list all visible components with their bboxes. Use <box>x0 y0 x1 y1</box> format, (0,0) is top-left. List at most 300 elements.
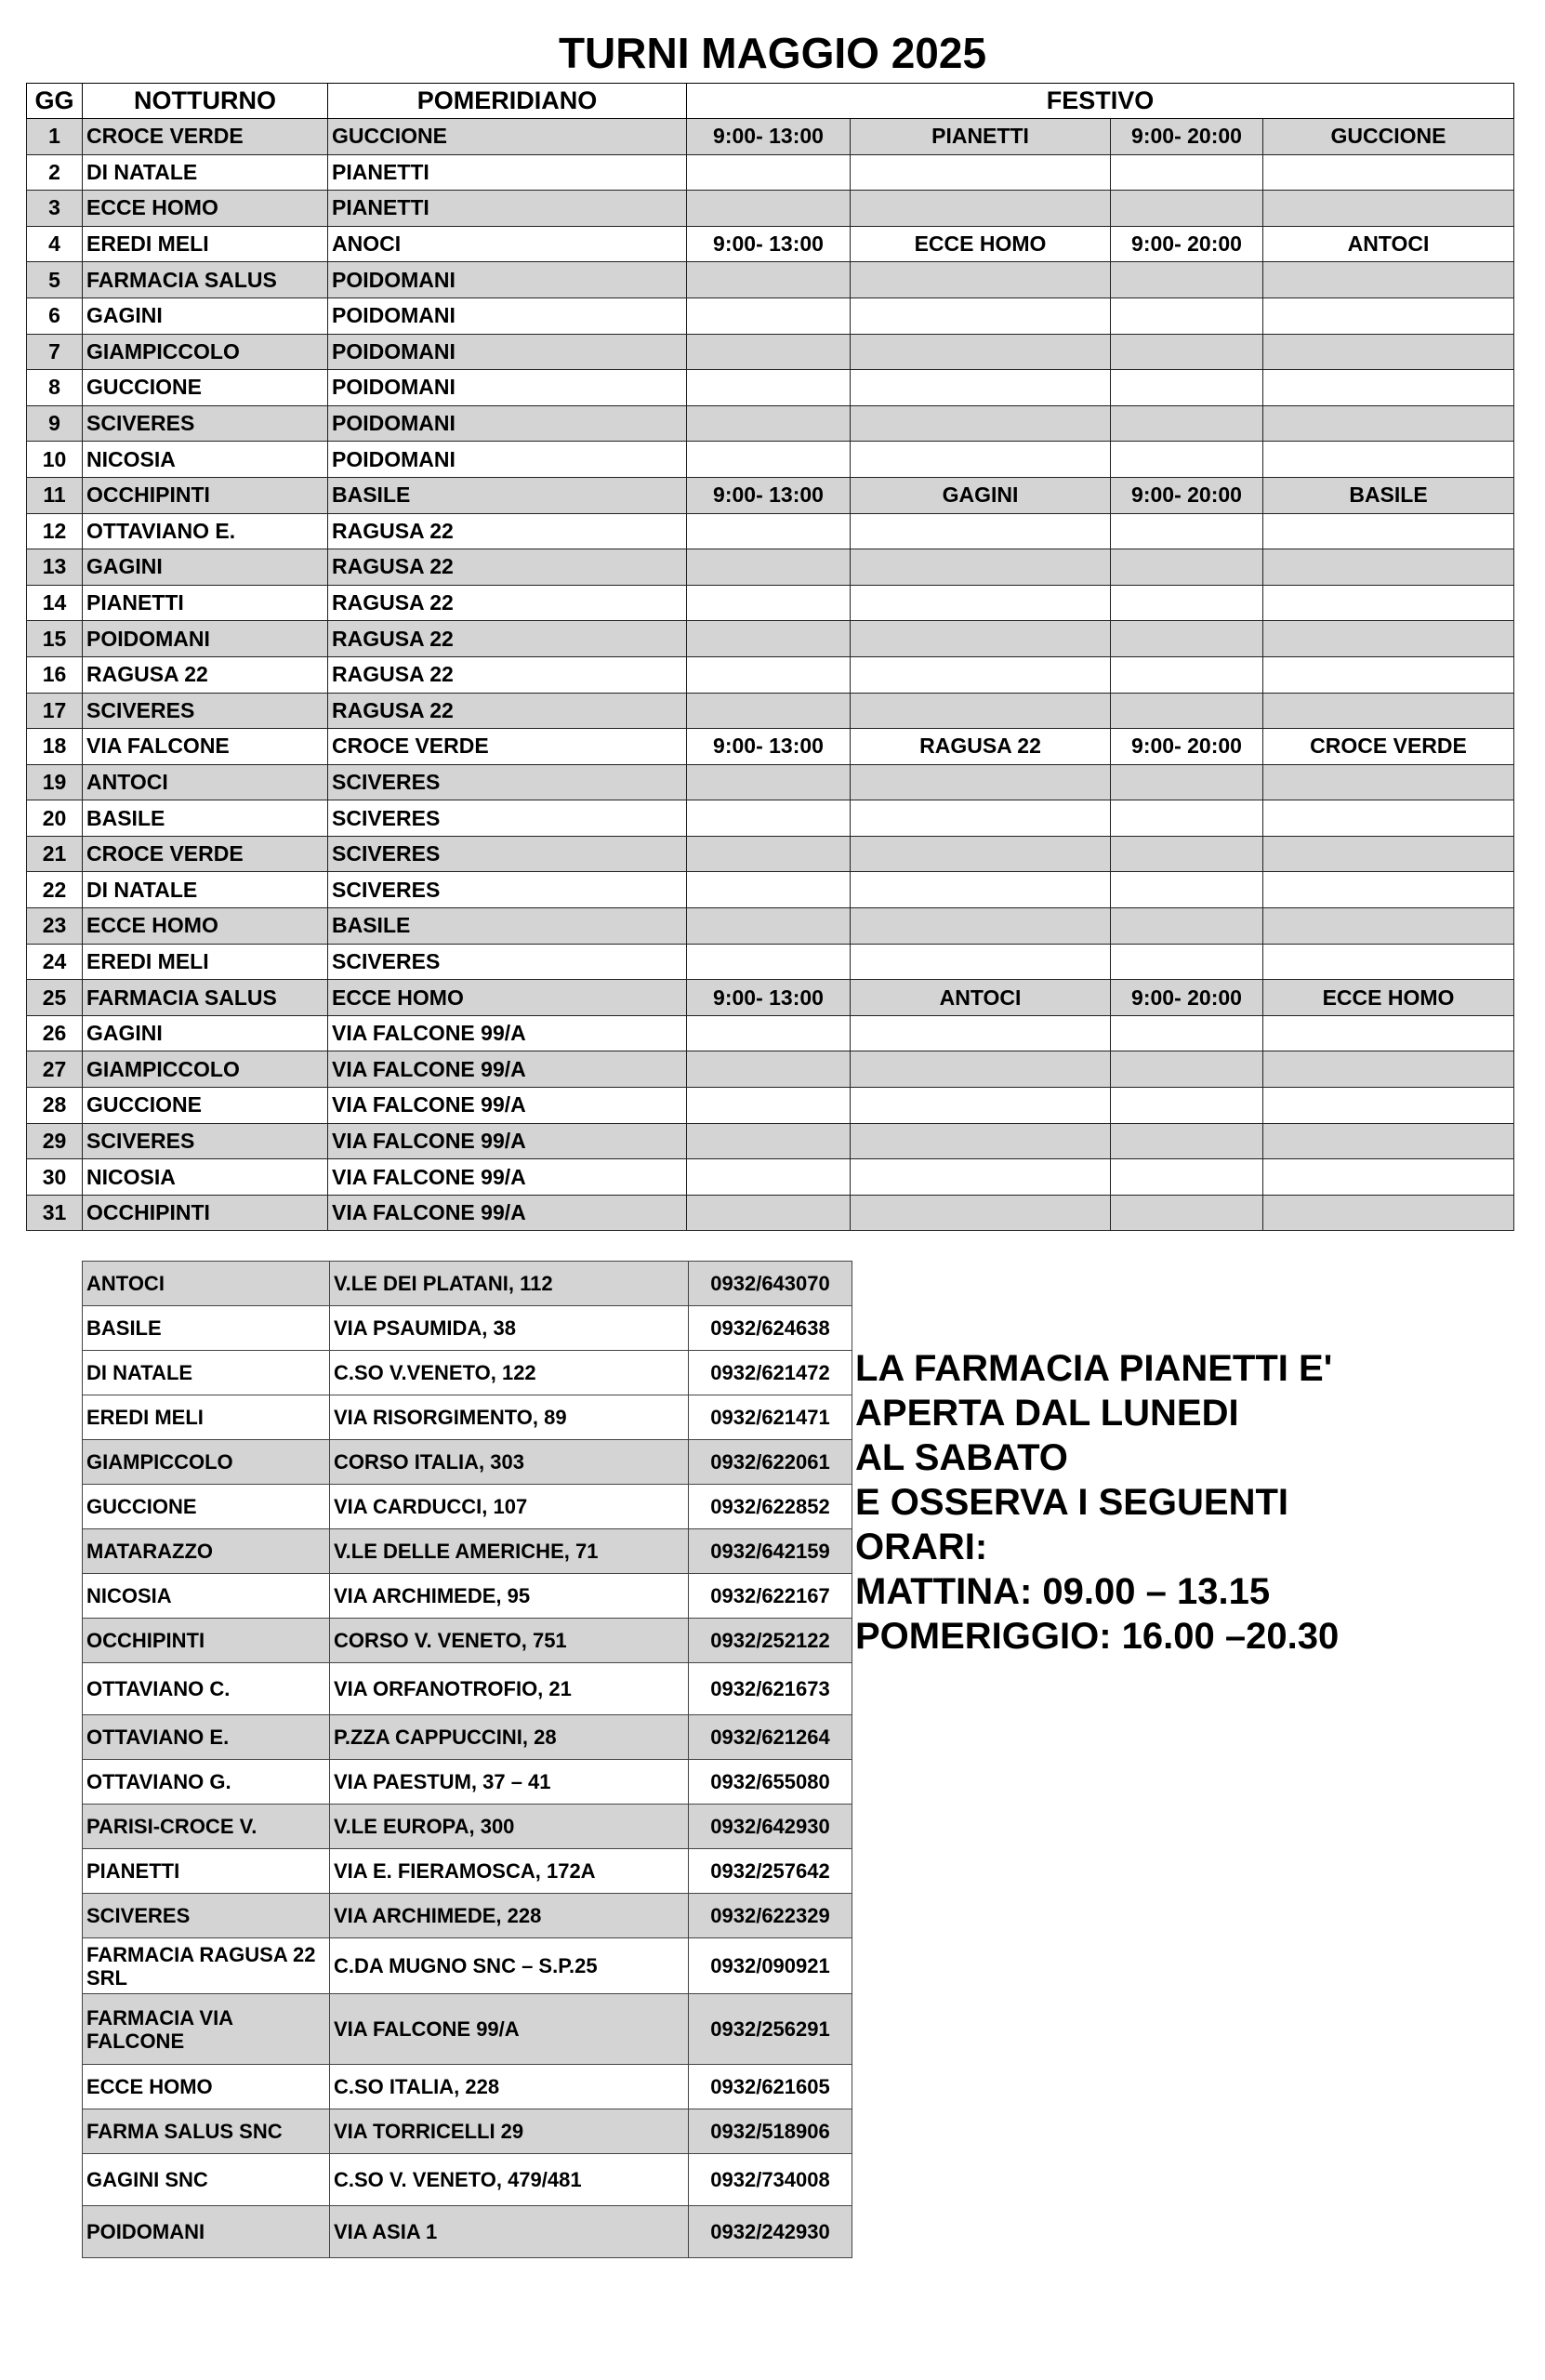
header-festivo: FESTIVO <box>687 84 1514 119</box>
header-notturno: NOTTURNO <box>83 84 328 119</box>
festivo-pharmacy-day <box>1263 693 1514 729</box>
pharmacy-name: OTTAVIANO C. <box>83 1663 330 1715</box>
festivo-pharmacy-day <box>1263 442 1514 478</box>
pomeridiano-cell: VIA FALCONE 99/A <box>328 1123 687 1159</box>
festivo-time-morning <box>687 621 851 657</box>
notturno-cell: CROCE VERDE <box>83 119 328 155</box>
festivo-time-day <box>1111 764 1263 800</box>
notice-line: ORARI: <box>855 1527 988 1567</box>
festivo-pharmacy-day: ANTOCI <box>1263 226 1514 262</box>
festivo-pharmacy-day <box>1263 585 1514 621</box>
table-row <box>27 729 1514 765</box>
pomeridiano-cell: RAGUSA 22 <box>328 513 687 549</box>
pharmacy-name: NICOSIA <box>83 1574 330 1619</box>
day-cell: 30 <box>27 1159 83 1196</box>
festivo-pharmacy-day <box>1263 621 1514 657</box>
pomeridiano-cell: SCIVERES <box>328 872 687 908</box>
pharmacy-name: OTTAVIANO E. <box>83 1715 330 1760</box>
festivo-time-day: 9:00- 20:00 <box>1111 980 1263 1016</box>
pharmacy-name: OTTAVIANO G. <box>83 1760 330 1805</box>
festivo-time-morning: 9:00- 13:00 <box>687 477 851 513</box>
list-item <box>83 1760 852 1805</box>
pharmacy-phone: 0932/622329 <box>689 1894 852 1938</box>
pharmacy-address: VIA ARCHIMEDE, 228 <box>330 1894 689 1938</box>
pomeridiano-cell: RAGUSA 22 <box>328 549 687 586</box>
notturno-cell: NICOSIA <box>83 1159 328 1196</box>
festivo-pharmacy-morning <box>851 1123 1111 1159</box>
notturno-cell: ECCE HOMO <box>83 908 328 945</box>
pharmacy-phone: 0932/643070 <box>689 1262 852 1306</box>
festivo-pharmacy-day <box>1263 334 1514 370</box>
pharmacy-phone: 0932/622852 <box>689 1485 852 1529</box>
notturno-cell: FARMACIA SALUS <box>83 980 328 1016</box>
day-cell: 21 <box>27 836 83 872</box>
pharmacy-phone: 0932/642159 <box>689 1529 852 1574</box>
pomeridiano-cell: CROCE VERDE <box>328 729 687 765</box>
table-row <box>27 298 1514 334</box>
pharmacy-phone: 0932/090921 <box>689 1938 852 1994</box>
festivo-time-morning <box>687 764 851 800</box>
table-row <box>27 1123 1514 1159</box>
day-cell: 27 <box>27 1051 83 1088</box>
notturno-cell: RAGUSA 22 <box>83 656 328 693</box>
pharmacy-address: CORSO V. VENETO, 751 <box>330 1619 689 1663</box>
pharmacy-address: P.ZZA CAPPUCCINI, 28 <box>330 1715 689 1760</box>
festivo-time-day <box>1111 800 1263 837</box>
festivo-pharmacy-morning <box>851 154 1111 191</box>
festivo-pharmacy-morning <box>851 836 1111 872</box>
festivo-pharmacy-day: GUCCIONE <box>1263 119 1514 155</box>
day-cell: 13 <box>27 549 83 586</box>
list-item <box>83 1994 852 2065</box>
list-item <box>83 2065 852 2109</box>
day-cell: 5 <box>27 262 83 298</box>
pomeridiano-cell: VIA FALCONE 99/A <box>328 1195 687 1231</box>
festivo-pharmacy-morning <box>851 908 1111 945</box>
notturno-cell: GIAMPICCOLO <box>83 1051 328 1088</box>
festivo-pharmacy-day: BASILE <box>1263 477 1514 513</box>
notturno-cell: OTTAVIANO E. <box>83 513 328 549</box>
festivo-pharmacy-day <box>1263 836 1514 872</box>
pharmacy-name: ANTOCI <box>83 1262 330 1306</box>
table-row <box>27 944 1514 980</box>
table-row <box>27 872 1514 908</box>
festivo-pharmacy-day <box>1263 944 1514 980</box>
notturno-cell: EREDI MELI <box>83 226 328 262</box>
festivo-time-morning <box>687 585 851 621</box>
festivo-pharmacy-day <box>1263 513 1514 549</box>
list-item <box>83 1395 852 1440</box>
festivo-pharmacy-day <box>1263 405 1514 442</box>
list-item <box>83 1938 852 1994</box>
festivo-pharmacy-morning <box>851 262 1111 298</box>
pharmacy-address: CORSO ITALIA, 303 <box>330 1440 689 1485</box>
pomeridiano-cell: PIANETTI <box>328 191 687 227</box>
festivo-time-morning <box>687 1195 851 1231</box>
notturno-cell: EREDI MELI <box>83 944 328 980</box>
pharmacy-address: C.SO V. VENETO, 479/481 <box>330 2154 689 2206</box>
pharmacy-phone: 0932/518906 <box>689 2109 852 2154</box>
list-item <box>83 1440 852 1485</box>
table-row <box>27 119 1514 155</box>
festivo-time-day: 9:00- 20:00 <box>1111 226 1263 262</box>
festivo-pharmacy-morning: ECCE HOMO <box>851 226 1111 262</box>
table-row <box>27 154 1514 191</box>
pomeridiano-cell: VIA FALCONE 99/A <box>328 1088 687 1124</box>
pomeridiano-cell: VIA FALCONE 99/A <box>328 1015 687 1051</box>
table-row <box>27 908 1514 945</box>
pharmacy-address: VIA RISORGIMENTO, 89 <box>330 1395 689 1440</box>
pharmacy-name: FARMACIA VIA FALCONE <box>83 1994 330 2065</box>
festivo-pharmacy-day <box>1263 800 1514 837</box>
festivo-pharmacy-day <box>1263 1195 1514 1231</box>
festivo-pharmacy-morning <box>851 800 1111 837</box>
festivo-time-morning <box>687 513 851 549</box>
table-row <box>27 585 1514 621</box>
table-row <box>27 370 1514 406</box>
notturno-cell: ANTOCI <box>83 764 328 800</box>
festivo-time-day <box>1111 405 1263 442</box>
notturno-cell: DI NATALE <box>83 872 328 908</box>
pharmacy-address: VIA TORRICELLI 29 <box>330 2109 689 2154</box>
festivo-time-morning <box>687 1159 851 1196</box>
festivo-pharmacy-morning <box>851 944 1111 980</box>
table-row <box>27 442 1514 478</box>
pomeridiano-cell: POIDOMANI <box>328 442 687 478</box>
list-item <box>83 1306 852 1351</box>
turni-header-row <box>27 84 1514 119</box>
day-cell: 23 <box>27 908 83 945</box>
list-item <box>83 1849 852 1894</box>
day-cell: 3 <box>27 191 83 227</box>
table-row <box>27 1051 1514 1088</box>
pomeridiano-cell: RAGUSA 22 <box>328 693 687 729</box>
pharmacy-name: GIAMPICCOLO <box>83 1440 330 1485</box>
festivo-time-day <box>1111 585 1263 621</box>
opening-hours-notice <box>855 1346 1525 1659</box>
pharmacy-name: FARMACIA RAGUSA 22 SRL <box>83 1938 330 1994</box>
festivo-pharmacy-morning: GAGINI <box>851 477 1111 513</box>
table-row <box>27 621 1514 657</box>
festivo-pharmacy-day <box>1263 1051 1514 1088</box>
list-item <box>83 2109 852 2154</box>
festivo-time-day <box>1111 334 1263 370</box>
festivo-time-day <box>1111 908 1263 945</box>
list-item <box>83 1619 852 1663</box>
list-item <box>83 1485 852 1529</box>
festivo-time-morning <box>687 656 851 693</box>
pomeridiano-cell: SCIVERES <box>328 800 687 837</box>
pomeridiano-cell: VIA FALCONE 99/A <box>328 1051 687 1088</box>
festivo-time-day: 9:00- 20:00 <box>1111 477 1263 513</box>
pharmacy-address: VIA FALCONE 99/A <box>330 1994 689 2065</box>
festivo-time-morning: 9:00- 13:00 <box>687 119 851 155</box>
notturno-cell: VIA FALCONE <box>83 729 328 765</box>
table-row <box>27 800 1514 837</box>
notturno-cell: GUCCIONE <box>83 1088 328 1124</box>
notturno-cell: PIANETTI <box>83 585 328 621</box>
festivo-pharmacy-morning: RAGUSA 22 <box>851 729 1111 765</box>
pomeridiano-cell: POIDOMANI <box>328 334 687 370</box>
pomeridiano-cell: ECCE HOMO <box>328 980 687 1016</box>
festivo-pharmacy-morning: PIANETTI <box>851 119 1111 155</box>
pharmacy-address: VIA PSAUMIDA, 38 <box>330 1306 689 1351</box>
list-item <box>83 2154 852 2206</box>
festivo-pharmacy-morning <box>851 191 1111 227</box>
notturno-cell: GAGINI <box>83 549 328 586</box>
notice-line: POMERIGGIO: 16.00 –20.30 <box>855 1616 1340 1657</box>
table-row <box>27 191 1514 227</box>
festivo-time-day <box>1111 836 1263 872</box>
notturno-cell: SCIVERES <box>83 1123 328 1159</box>
day-cell: 16 <box>27 656 83 693</box>
table-row <box>27 334 1514 370</box>
festivo-time-day <box>1111 262 1263 298</box>
festivo-pharmacy-morning <box>851 334 1111 370</box>
festivo-time-morning <box>687 405 851 442</box>
table-row <box>27 693 1514 729</box>
day-cell: 12 <box>27 513 83 549</box>
festivo-pharmacy-day <box>1263 1015 1514 1051</box>
table-row <box>27 226 1514 262</box>
notturno-cell: CROCE VERDE <box>83 836 328 872</box>
festivo-time-day <box>1111 1088 1263 1124</box>
table-row <box>27 405 1514 442</box>
list-item <box>83 2206 852 2258</box>
turni-body <box>27 119 1514 1231</box>
notice-line: E OSSERVA I SEGUENTI <box>855 1482 1289 1523</box>
pharmacy-address: V.LE DEI PLATANI, 112 <box>330 1262 689 1306</box>
table-row <box>27 980 1514 1016</box>
festivo-pharmacy-day <box>1263 872 1514 908</box>
pharmacy-address: V.LE EUROPA, 300 <box>330 1805 689 1849</box>
festivo-pharmacy-morning <box>851 1195 1111 1231</box>
pomeridiano-cell: RAGUSA 22 <box>328 656 687 693</box>
pomeridiano-cell: BASILE <box>328 477 687 513</box>
day-cell: 18 <box>27 729 83 765</box>
pharmacy-address: VIA E. FIERAMOSCA, 172A <box>330 1849 689 1894</box>
pharmacy-name: DI NATALE <box>83 1351 330 1395</box>
pharmacy-name: PIANETTI <box>83 1849 330 1894</box>
notturno-cell: SCIVERES <box>83 693 328 729</box>
festivo-pharmacy-day <box>1263 191 1514 227</box>
day-cell: 7 <box>27 334 83 370</box>
table-row <box>27 1159 1514 1196</box>
festivo-time-morning <box>687 334 851 370</box>
pharmacy-address: C.DA MUGNO SNC – S.P.25 <box>330 1938 689 1994</box>
pharmacy-phone: 0932/642930 <box>689 1805 852 1849</box>
festivo-time-morning <box>687 1088 851 1124</box>
list-item <box>83 1529 852 1574</box>
notturno-cell: GUCCIONE <box>83 370 328 406</box>
notice-line: MATTINA: 09.00 – 13.15 <box>855 1571 1271 1612</box>
festivo-pharmacy-morning <box>851 693 1111 729</box>
pharmacy-phone: 0932/621605 <box>689 2065 852 2109</box>
festivo-pharmacy-morning <box>851 656 1111 693</box>
festivo-pharmacy-day: ECCE HOMO <box>1263 980 1514 1016</box>
pharmacy-name: GUCCIONE <box>83 1485 330 1529</box>
pharmacy-phone: 0932/734008 <box>689 2154 852 2206</box>
pharmacy-name: ECCE HOMO <box>83 2065 330 2109</box>
festivo-time-day: 9:00- 20:00 <box>1111 729 1263 765</box>
contatti-table <box>82 1261 852 2258</box>
day-cell: 26 <box>27 1015 83 1051</box>
pomeridiano-cell: ANOCI <box>328 226 687 262</box>
day-cell: 6 <box>27 298 83 334</box>
list-item <box>83 1663 852 1715</box>
festivo-time-day <box>1111 442 1263 478</box>
pharmacy-phone: 0932/621472 <box>689 1351 852 1395</box>
festivo-time-day <box>1111 944 1263 980</box>
list-item <box>83 1262 852 1306</box>
festivo-pharmacy-day <box>1263 908 1514 945</box>
table-row <box>27 656 1514 693</box>
festivo-time-day <box>1111 621 1263 657</box>
festivo-pharmacy-morning <box>851 370 1111 406</box>
festivo-time-morning <box>687 154 851 191</box>
festivo-time-day: 9:00- 20:00 <box>1111 119 1263 155</box>
pharmacy-phone: 0932/242930 <box>689 2206 852 2258</box>
table-row <box>27 1088 1514 1124</box>
day-cell: 29 <box>27 1123 83 1159</box>
pomeridiano-cell: GUCCIONE <box>328 119 687 155</box>
festivo-time-day <box>1111 1123 1263 1159</box>
festivo-time-day <box>1111 549 1263 586</box>
list-item <box>83 1351 852 1395</box>
table-row <box>27 513 1514 549</box>
pharmacy-address: V.LE DELLE AMERICHE, 71 <box>330 1529 689 1574</box>
table-row <box>27 477 1514 513</box>
festivo-time-morning: 9:00- 13:00 <box>687 729 851 765</box>
festivo-pharmacy-morning <box>851 1159 1111 1196</box>
pomeridiano-cell: POIDOMANI <box>328 405 687 442</box>
festivo-time-morning <box>687 944 851 980</box>
notturno-cell: GAGINI <box>83 1015 328 1051</box>
festivo-time-day <box>1111 1195 1263 1231</box>
day-cell: 28 <box>27 1088 83 1124</box>
pomeridiano-cell: VIA FALCONE 99/A <box>328 1159 687 1196</box>
festivo-pharmacy-morning <box>851 1051 1111 1088</box>
day-cell: 25 <box>27 980 83 1016</box>
pharmacy-name: BASILE <box>83 1306 330 1351</box>
day-cell: 10 <box>27 442 83 478</box>
festivo-pharmacy-morning <box>851 513 1111 549</box>
festivo-pharmacy-day <box>1263 549 1514 586</box>
notice-line: LA FARMACIA PIANETTI E' <box>855 1348 1333 1389</box>
notturno-cell: OCCHIPINTI <box>83 477 328 513</box>
contatti-body <box>83 1262 852 2258</box>
festivo-time-day <box>1111 1015 1263 1051</box>
day-cell: 4 <box>27 226 83 262</box>
notturno-cell: GAGINI <box>83 298 328 334</box>
pharmacy-name: FARMA SALUS SNC <box>83 2109 330 2154</box>
day-cell: 14 <box>27 585 83 621</box>
pomeridiano-cell: POIDOMANI <box>328 262 687 298</box>
festivo-pharmacy-day <box>1263 370 1514 406</box>
notice-line: APERTA DAL LUNEDI <box>855 1393 1239 1434</box>
festivo-pharmacy-day <box>1263 1123 1514 1159</box>
pharmacy-name: MATARAZZO <box>83 1529 330 1574</box>
festivo-pharmacy-morning <box>851 872 1111 908</box>
pomeridiano-cell: SCIVERES <box>328 764 687 800</box>
notturno-cell: GIAMPICCOLO <box>83 334 328 370</box>
festivo-pharmacy-morning <box>851 1015 1111 1051</box>
notturno-cell: OCCHIPINTI <box>83 1195 328 1231</box>
festivo-time-morning <box>687 1051 851 1088</box>
day-cell: 2 <box>27 154 83 191</box>
festivo-pharmacy-morning <box>851 764 1111 800</box>
festivo-time-morning <box>687 1015 851 1051</box>
festivo-pharmacy-morning <box>851 549 1111 586</box>
festivo-time-day <box>1111 1051 1263 1088</box>
pharmacy-address: VIA ORFANOTROFIO, 21 <box>330 1663 689 1715</box>
pharmacy-phone: 0932/621673 <box>689 1663 852 1715</box>
list-item <box>83 1715 852 1760</box>
festivo-pharmacy-day <box>1263 298 1514 334</box>
pharmacy-address: VIA CARDUCCI, 107 <box>330 1485 689 1529</box>
festivo-pharmacy-morning: ANTOCI <box>851 980 1111 1016</box>
pharmacy-phone: 0932/621471 <box>689 1395 852 1440</box>
day-cell: 11 <box>27 477 83 513</box>
pomeridiano-cell: PIANETTI <box>328 154 687 191</box>
notturno-cell: SCIVERES <box>83 405 328 442</box>
festivo-pharmacy-morning <box>851 442 1111 478</box>
pharmacy-phone: 0932/256291 <box>689 1994 852 2065</box>
pomeridiano-cell: RAGUSA 22 <box>328 621 687 657</box>
festivo-time-morning: 9:00- 13:00 <box>687 980 851 1016</box>
pharmacy-address: VIA ARCHIMEDE, 95 <box>330 1574 689 1619</box>
page-title: TURNI MAGGIO 2025 <box>558 29 987 77</box>
festivo-pharmacy-day <box>1263 1088 1514 1124</box>
pharmacy-phone: 0932/624638 <box>689 1306 852 1351</box>
festivo-pharmacy-morning <box>851 621 1111 657</box>
festivo-time-morning <box>687 800 851 837</box>
festivo-time-morning <box>687 262 851 298</box>
pomeridiano-cell: RAGUSA 22 <box>328 585 687 621</box>
pharmacy-name: SCIVERES <box>83 1894 330 1938</box>
notturno-cell: BASILE <box>83 800 328 837</box>
day-cell: 31 <box>27 1195 83 1231</box>
day-cell: 17 <box>27 693 83 729</box>
festivo-time-morning: 9:00- 13:00 <box>687 226 851 262</box>
table-row <box>27 1015 1514 1051</box>
day-cell: 20 <box>27 800 83 837</box>
festivo-time-morning <box>687 549 851 586</box>
pharmacy-phone: 0932/257642 <box>689 1849 852 1894</box>
festivo-time-morning <box>687 191 851 227</box>
festivo-time-day <box>1111 298 1263 334</box>
day-cell: 24 <box>27 944 83 980</box>
list-item <box>83 1805 852 1849</box>
pharmacy-name: GAGINI SNC <box>83 2154 330 2206</box>
pharmacy-address: C.SO V.VENETO, 122 <box>330 1351 689 1395</box>
festivo-time-morning <box>687 908 851 945</box>
festivo-time-morning <box>687 1123 851 1159</box>
pharmacy-address: VIA ASIA 1 <box>330 2206 689 2258</box>
pharmacy-address: VIA PAESTUM, 37 – 41 <box>330 1760 689 1805</box>
table-row <box>27 262 1514 298</box>
pomeridiano-cell: POIDOMANI <box>328 370 687 406</box>
festivo-time-day <box>1111 872 1263 908</box>
festivo-time-day <box>1111 513 1263 549</box>
notturno-cell: ECCE HOMO <box>83 191 328 227</box>
festivo-time-day <box>1111 656 1263 693</box>
festivo-pharmacy-day: CROCE VERDE <box>1263 729 1514 765</box>
pomeridiano-cell: SCIVERES <box>328 944 687 980</box>
pharmacy-phone: 0932/655080 <box>689 1760 852 1805</box>
notturno-cell: POIDOMANI <box>83 621 328 657</box>
festivo-pharmacy-morning <box>851 298 1111 334</box>
